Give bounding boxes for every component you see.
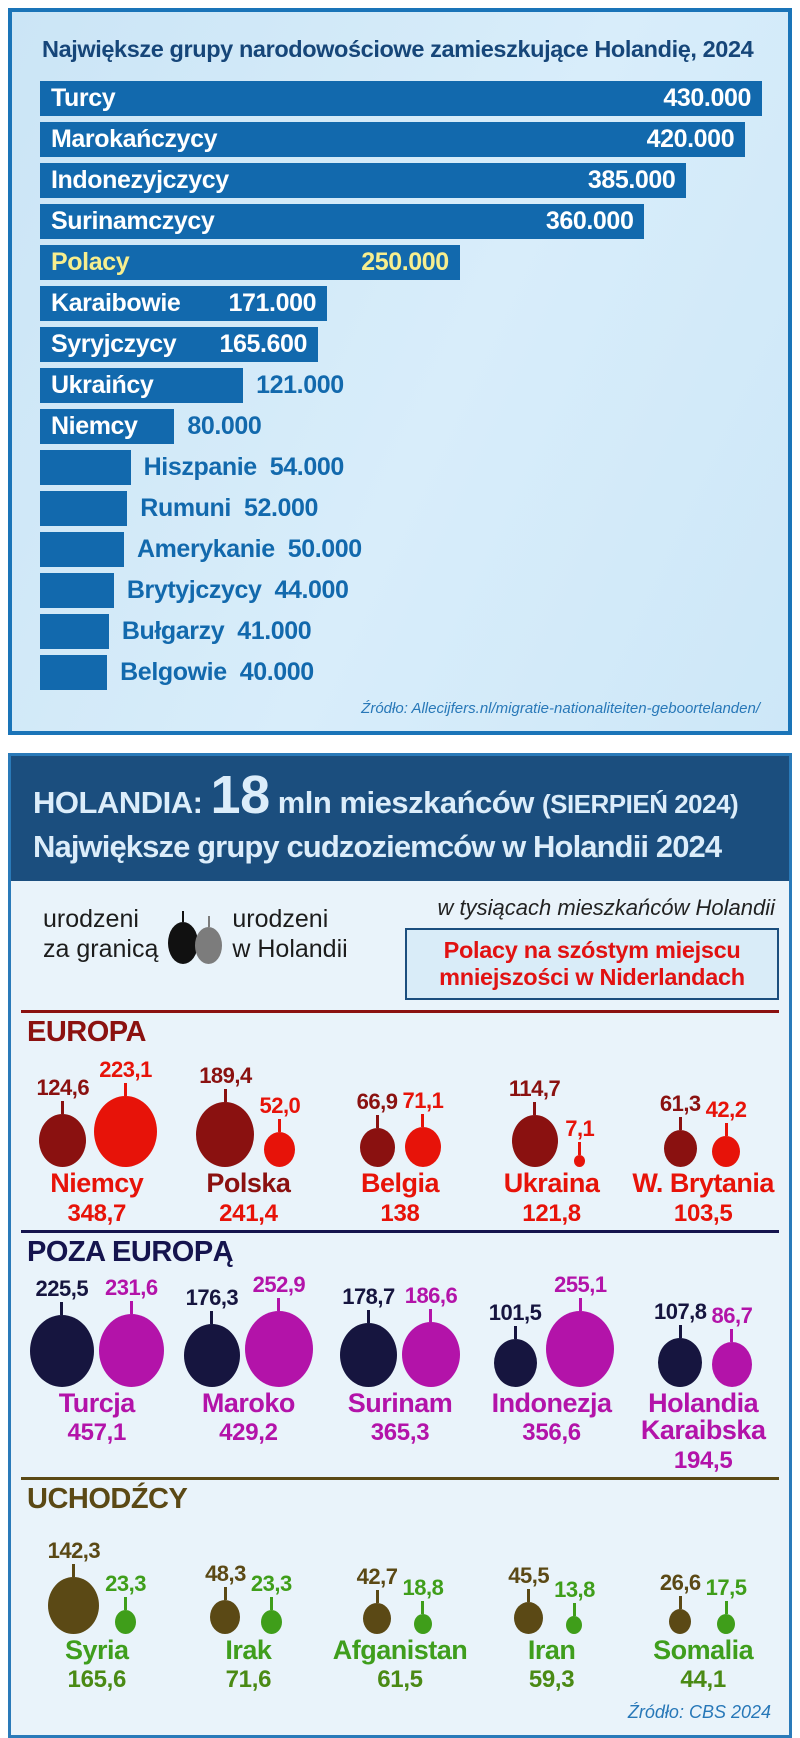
bubble-pair xyxy=(205,1520,292,1634)
bar-row xyxy=(40,81,762,116)
country-total: 457,1 xyxy=(67,1419,127,1447)
bar-label: Brytyjczycy xyxy=(126,576,262,604)
bubble-stem xyxy=(124,1083,127,1096)
country-name: Holandia Karaibska xyxy=(640,1387,766,1446)
bubble-value-label: 42,7 xyxy=(356,1563,398,1589)
header-big-number: 18 xyxy=(210,765,270,825)
poland-callout-box: Polacy na szóstym miejscu mniejszości w Niderlandach xyxy=(405,928,779,1000)
section-rule xyxy=(21,1230,779,1233)
country-name: Belgia xyxy=(360,1168,439,1199)
bar-label: Hiszpanie xyxy=(143,453,257,481)
country-name: Niemcy xyxy=(50,1168,144,1199)
country-total: 194,5 xyxy=(673,1446,733,1474)
bubble-stem xyxy=(277,1298,280,1311)
bubble-pair xyxy=(357,1520,444,1634)
bar xyxy=(40,655,107,690)
bubble-stem xyxy=(527,1589,530,1602)
bubble-value-label: 17,5 xyxy=(705,1574,747,1600)
bar-row xyxy=(40,614,762,649)
bar xyxy=(40,204,644,239)
bubble-stem xyxy=(130,1301,133,1314)
born-in-nl-bubble xyxy=(264,1132,295,1167)
bubble-stem xyxy=(514,1326,517,1339)
bubble-pair xyxy=(340,1273,460,1387)
born-in-nl-bubble xyxy=(712,1136,740,1167)
bubble-pair xyxy=(508,1520,595,1634)
bubble-stem xyxy=(421,1601,424,1614)
born-in-nl-bubble xyxy=(99,1314,164,1387)
country-group xyxy=(21,1273,173,1475)
bubble-stem xyxy=(376,1590,379,1603)
panel2-body xyxy=(11,881,789,1735)
country-group xyxy=(173,1273,325,1475)
bar-label: Amerykanie xyxy=(136,535,275,563)
country-group xyxy=(627,1053,779,1228)
bubble-stem xyxy=(210,1311,213,1324)
unit-note: w tysiącach mieszkańców Holandii xyxy=(437,895,775,920)
bubble-unit xyxy=(654,1299,707,1387)
header-line2: Największe grupy cudzoziemców w Holandii 2024 xyxy=(33,829,722,864)
bar-row xyxy=(40,122,762,157)
country-total: 71,6 xyxy=(225,1666,272,1694)
bar-label: Bułgarzy xyxy=(121,617,225,645)
bubble-unit xyxy=(251,1571,292,1634)
bar-row xyxy=(40,450,762,485)
bubble-unit xyxy=(706,1097,747,1167)
born-in-nl-bubble xyxy=(115,1610,136,1634)
bubble-groups-europa xyxy=(21,1053,779,1228)
bar xyxy=(40,163,686,198)
country-name: Ukraina xyxy=(503,1168,600,1199)
country-group xyxy=(324,1520,476,1695)
born-in-nl-bubble xyxy=(414,1614,432,1634)
bubble-pair xyxy=(184,1273,313,1387)
bubble-value-label: 23,3 xyxy=(105,1570,146,1596)
bar-value: 430.000 xyxy=(663,84,751,112)
section-title: POZA EUROPĄ xyxy=(27,1235,234,1268)
born-abroad-bubble xyxy=(39,1114,86,1167)
bar-chart xyxy=(40,81,762,690)
bubble-unit xyxy=(205,1561,246,1634)
legend-label-born-nl: urodzeni w Holandii xyxy=(232,905,348,963)
country-total: 44,1 xyxy=(680,1666,726,1694)
legend-right-column xyxy=(405,895,781,1000)
bar xyxy=(40,491,127,526)
born-abroad-bubble xyxy=(196,1102,254,1167)
section-rule xyxy=(21,1477,779,1480)
bar xyxy=(40,532,124,567)
bubble-pair xyxy=(37,1053,158,1167)
country-total: 356,6 xyxy=(522,1419,581,1447)
bubble-value-label: 13,8 xyxy=(554,1576,595,1602)
bar-label: Rumuni xyxy=(140,494,231,522)
bubble-unit xyxy=(196,1063,254,1167)
bubble-value-label: 45,5 xyxy=(508,1562,550,1588)
country-group xyxy=(476,1053,628,1228)
country-group xyxy=(21,1520,173,1695)
bubble-stem xyxy=(367,1310,370,1323)
country-total: 365,3 xyxy=(370,1419,430,1447)
bubble-value-label: 178,7 xyxy=(342,1283,395,1309)
country-total: 61,5 xyxy=(377,1666,423,1694)
country-group xyxy=(173,1053,325,1228)
bubble-value-label: 189,4 xyxy=(199,1063,252,1089)
bubble-pair xyxy=(48,1520,146,1634)
country-group xyxy=(627,1520,779,1695)
bar-row xyxy=(40,491,762,526)
born-in-nl-bubble xyxy=(402,1322,460,1387)
header-mid: mln mieszkańców xyxy=(269,785,542,820)
country-group xyxy=(627,1273,779,1475)
bar-chart-source: Źródło: Allecijfers.nl/migratie-nationaliteiten-geboortelanden/ xyxy=(361,700,760,717)
bar-label: Polacy xyxy=(51,248,130,276)
bar-outside-text xyxy=(127,576,349,605)
country-name: Polska xyxy=(206,1168,291,1199)
header-date: (SIERPIEŃ 2024) xyxy=(541,789,739,819)
bubble-value-label: 114,7 xyxy=(508,1076,561,1102)
country-group xyxy=(476,1273,628,1475)
country-name: Syria xyxy=(65,1634,129,1665)
country-total: 429,2 xyxy=(219,1419,278,1447)
born-in-nl-bubble xyxy=(717,1614,735,1634)
bubble-stem xyxy=(278,1119,281,1132)
bar xyxy=(40,286,327,321)
bubble-pair xyxy=(660,1520,747,1634)
born-abroad-bubble xyxy=(360,1128,395,1167)
bubble-unit xyxy=(99,1275,164,1387)
country-group xyxy=(476,1520,628,1695)
bubble-value-label: 26,6 xyxy=(659,1569,701,1595)
bubble-stem xyxy=(579,1298,582,1311)
bar-row xyxy=(40,245,762,280)
country-group xyxy=(324,1053,476,1228)
bubble-stem xyxy=(679,1596,682,1609)
bar-label: Belgowie xyxy=(120,658,227,686)
bar-row xyxy=(40,286,762,321)
bubble-stem xyxy=(725,1601,728,1614)
gray-balloon xyxy=(195,927,222,964)
country-name: W. Brytania xyxy=(632,1168,774,1199)
bubble-value-label: 101,5 xyxy=(488,1299,542,1325)
bubble-unit xyxy=(30,1276,94,1387)
born-in-nl-bubble xyxy=(405,1127,441,1167)
born-abroad-icon xyxy=(168,911,198,964)
bubble-stem xyxy=(679,1325,682,1338)
legend-balloons xyxy=(168,911,222,964)
country-group xyxy=(21,1053,173,1228)
bar-value: 54.000 xyxy=(269,453,344,481)
bar-row xyxy=(40,573,762,608)
bubble-stem xyxy=(224,1089,227,1102)
bar-row xyxy=(40,409,762,444)
section-uchodzcy xyxy=(17,1477,783,1695)
bar-value: 385.000 xyxy=(587,166,676,194)
bar-value: 250.000 xyxy=(361,248,449,276)
country-total: 165,6 xyxy=(67,1666,127,1694)
bubble-stem xyxy=(573,1603,576,1616)
bubble-groups-uchodzcy xyxy=(21,1520,779,1695)
country-name: Indonezja xyxy=(491,1387,612,1418)
bubble-unit xyxy=(706,1575,747,1634)
born-abroad-bubble xyxy=(30,1315,94,1387)
born-abroad-bubble xyxy=(48,1577,99,1634)
born-abroad-bubble xyxy=(514,1602,543,1634)
bar-row xyxy=(40,655,762,690)
header-prefix: HOLANDIA: xyxy=(33,785,211,820)
bar-row xyxy=(40,204,762,239)
bubble-stem xyxy=(60,1302,63,1315)
bubble-unit xyxy=(546,1272,614,1387)
bubble-value-label: 225,5 xyxy=(35,1275,89,1301)
bubble-value-label: 42,2 xyxy=(705,1097,747,1123)
born-abroad-bubble xyxy=(669,1609,691,1634)
legend-label-abroad: urodzeni za granicą xyxy=(43,905,159,963)
nationalities-bar-panel xyxy=(8,8,792,735)
bar-chart-title: Największe grupy narodowościowe zamieszkujące Holandię, 2024 xyxy=(42,36,754,62)
bubble-value-label: 66,9 xyxy=(356,1089,398,1115)
bar-outside-text xyxy=(137,535,362,564)
bubble-unit xyxy=(105,1571,146,1634)
bubble-stem xyxy=(533,1102,536,1115)
bubble-unit xyxy=(508,1563,549,1634)
bar xyxy=(40,122,745,157)
bubble-value-label: 223,1 xyxy=(99,1057,152,1083)
born-abroad-bubble xyxy=(494,1339,537,1387)
header-line1 xyxy=(33,765,767,825)
bubble-unit xyxy=(554,1577,595,1634)
bubble-unit xyxy=(565,1116,594,1167)
bubble-value-label: 186,6 xyxy=(404,1282,458,1308)
bubble-value-label: 124,6 xyxy=(36,1075,90,1101)
country-total: 121,8 xyxy=(522,1199,581,1227)
bar-value: 171.000 xyxy=(228,289,317,317)
bubble-unit xyxy=(357,1564,398,1634)
section-poza-europa xyxy=(17,1230,783,1475)
balloon-stem xyxy=(208,916,210,927)
bubble-stem xyxy=(270,1597,273,1610)
section-title: EUROPA xyxy=(27,1016,146,1049)
bubble-value-label: 7,1 xyxy=(565,1116,595,1142)
born-abroad-bubble xyxy=(363,1603,391,1634)
bubble-value-label: 142,3 xyxy=(47,1537,101,1563)
bar-value: 41.000 xyxy=(237,617,312,645)
bar-label: Karaibowie xyxy=(51,289,181,317)
country-name: Irak xyxy=(225,1634,272,1665)
born-abroad-bubble xyxy=(340,1323,397,1387)
bubble-value-label: 23,3 xyxy=(250,1570,292,1596)
bar-label: Syryjczycy xyxy=(51,330,177,358)
bubble-value-label: 231,6 xyxy=(105,1274,158,1300)
bubble-value-label: 52,0 xyxy=(259,1093,301,1119)
bubble-unit xyxy=(489,1300,542,1387)
born-in-nl-bubble xyxy=(546,1311,614,1387)
bar-value xyxy=(187,412,261,441)
legend xyxy=(19,895,348,964)
bar-value: 40.000 xyxy=(239,658,314,686)
bar-outside-text xyxy=(120,658,314,687)
bar-label: Indonezyjczycy xyxy=(51,166,229,194)
bubble-pair xyxy=(30,1273,164,1387)
bubble-unit xyxy=(357,1089,398,1167)
bubble-unit xyxy=(184,1285,240,1387)
bubble-unit xyxy=(660,1570,701,1634)
bar-value: 360.000 xyxy=(545,207,634,235)
country-total: 241,4 xyxy=(219,1199,278,1227)
bar-outside-text xyxy=(144,453,344,482)
bar-row xyxy=(40,163,762,198)
bar-label: Turcy xyxy=(51,84,116,112)
bubble-stem xyxy=(124,1597,127,1610)
bubble-value-label: 48,3 xyxy=(205,1560,246,1586)
bubble-value-label: 61,3 xyxy=(659,1091,701,1117)
section-rule xyxy=(21,1010,779,1013)
bubble-groups-poza-europa xyxy=(21,1273,779,1475)
bar xyxy=(40,450,131,485)
born-in-nl-bubble xyxy=(94,1096,157,1167)
bubble-unit xyxy=(245,1272,313,1387)
country-name: Surinam xyxy=(347,1387,453,1418)
bubble-unit xyxy=(94,1057,157,1167)
country-name: Iran xyxy=(527,1634,576,1665)
born-in-nl-bubble xyxy=(261,1610,282,1634)
bar-row xyxy=(40,532,762,567)
bubble-unit xyxy=(402,1283,460,1387)
country-name: Turcja xyxy=(58,1387,135,1418)
bubble-chart-source: Źródło: CBS 2024 xyxy=(627,1702,771,1723)
bubble-pair xyxy=(509,1053,594,1167)
bar-value: 420.000 xyxy=(646,125,735,153)
bar-label: Ukraińcy xyxy=(51,371,154,399)
country-total: 103,5 xyxy=(673,1199,733,1227)
panel2-header xyxy=(11,756,789,881)
bubble-stem xyxy=(725,1123,728,1136)
bar-label: Marokańczycy xyxy=(51,125,218,153)
bubble-value-label: 252,9 xyxy=(252,1271,306,1297)
bar-label: Surinamczycy xyxy=(51,207,215,235)
born-abroad-bubble xyxy=(664,1130,697,1167)
bubble-stem xyxy=(61,1101,64,1114)
bubble-unit xyxy=(48,1538,101,1634)
bubble-pair xyxy=(357,1053,444,1167)
bubble-value-label: 176,3 xyxy=(185,1284,239,1310)
bar-label: Niemcy xyxy=(51,412,138,440)
bar-row xyxy=(40,368,762,403)
bar xyxy=(40,327,318,362)
bar-value: 52.000 xyxy=(243,494,319,522)
bubble-stem xyxy=(72,1564,75,1577)
bubble-unit xyxy=(660,1091,701,1167)
bubble-value-label: 255,1 xyxy=(554,1271,607,1297)
bubble-stem xyxy=(376,1115,379,1128)
bubble-unit xyxy=(712,1303,753,1387)
born-in-nl-bubble xyxy=(245,1311,313,1387)
bubble-stem xyxy=(578,1142,581,1155)
bar-outside-text xyxy=(122,617,311,646)
country-total: 138 xyxy=(380,1199,420,1227)
born-in-nl-bubble xyxy=(712,1342,752,1387)
bubble-unit xyxy=(37,1075,90,1167)
bar xyxy=(40,614,109,649)
country-total: 59,3 xyxy=(528,1666,575,1694)
bar-value-text: 121.000 xyxy=(256,371,344,399)
country-name: Maroko xyxy=(201,1387,295,1418)
bubble-stem xyxy=(429,1309,432,1322)
born-in-nl-bubble xyxy=(574,1155,585,1167)
bubble-pair xyxy=(660,1053,747,1167)
balloon-stem xyxy=(182,911,184,922)
bubble-stem xyxy=(679,1117,682,1130)
bubble-value-label: 18,8 xyxy=(402,1574,444,1600)
country-name: Afganistan xyxy=(332,1634,468,1665)
bar-value: 50.000 xyxy=(287,535,362,563)
bar xyxy=(40,409,174,444)
country-group xyxy=(324,1273,476,1475)
section-europa xyxy=(17,1010,783,1228)
bar-value: 44.000 xyxy=(274,576,349,604)
born-abroad-bubble xyxy=(658,1338,702,1387)
bar xyxy=(40,81,762,116)
born-abroad-bubble xyxy=(184,1324,240,1387)
country-name: Somalia xyxy=(653,1634,754,1665)
bar-value xyxy=(256,371,344,400)
bubble-value-label: 71,1 xyxy=(402,1088,444,1114)
bar-value: 165.600 xyxy=(219,330,308,358)
legend-row xyxy=(17,891,783,1008)
born-in-nl-icon xyxy=(195,916,222,964)
bubble-pair xyxy=(196,1053,300,1167)
country-group xyxy=(173,1520,325,1695)
bubble-stem xyxy=(224,1587,227,1600)
section-title: UCHODŹCY xyxy=(27,1482,188,1515)
bubble-value-label: 86,7 xyxy=(711,1302,753,1328)
bubble-unit xyxy=(509,1076,560,1167)
black-balloon xyxy=(168,922,198,964)
bubble-value-label: 107,8 xyxy=(653,1298,707,1324)
bar xyxy=(40,245,460,280)
born-abroad-bubble xyxy=(512,1115,558,1167)
country-total: 348,7 xyxy=(67,1199,127,1227)
bubble-pair xyxy=(654,1273,752,1387)
bubble-unit xyxy=(340,1284,397,1387)
bar xyxy=(40,368,243,403)
bubble-stem xyxy=(730,1329,733,1342)
bubble-unit xyxy=(402,1088,443,1167)
foreign-groups-panel xyxy=(8,753,792,1738)
bar-outside-text xyxy=(140,494,318,523)
born-in-nl-bubble xyxy=(566,1616,582,1634)
bubble-unit xyxy=(402,1575,443,1634)
born-abroad-bubble xyxy=(210,1600,240,1634)
bar-row xyxy=(40,327,762,362)
bar xyxy=(40,573,114,608)
bubble-unit xyxy=(259,1093,300,1167)
bubble-stem xyxy=(421,1114,424,1127)
bar-value-text: 80.000 xyxy=(187,412,262,440)
bubble-pair xyxy=(489,1273,615,1387)
